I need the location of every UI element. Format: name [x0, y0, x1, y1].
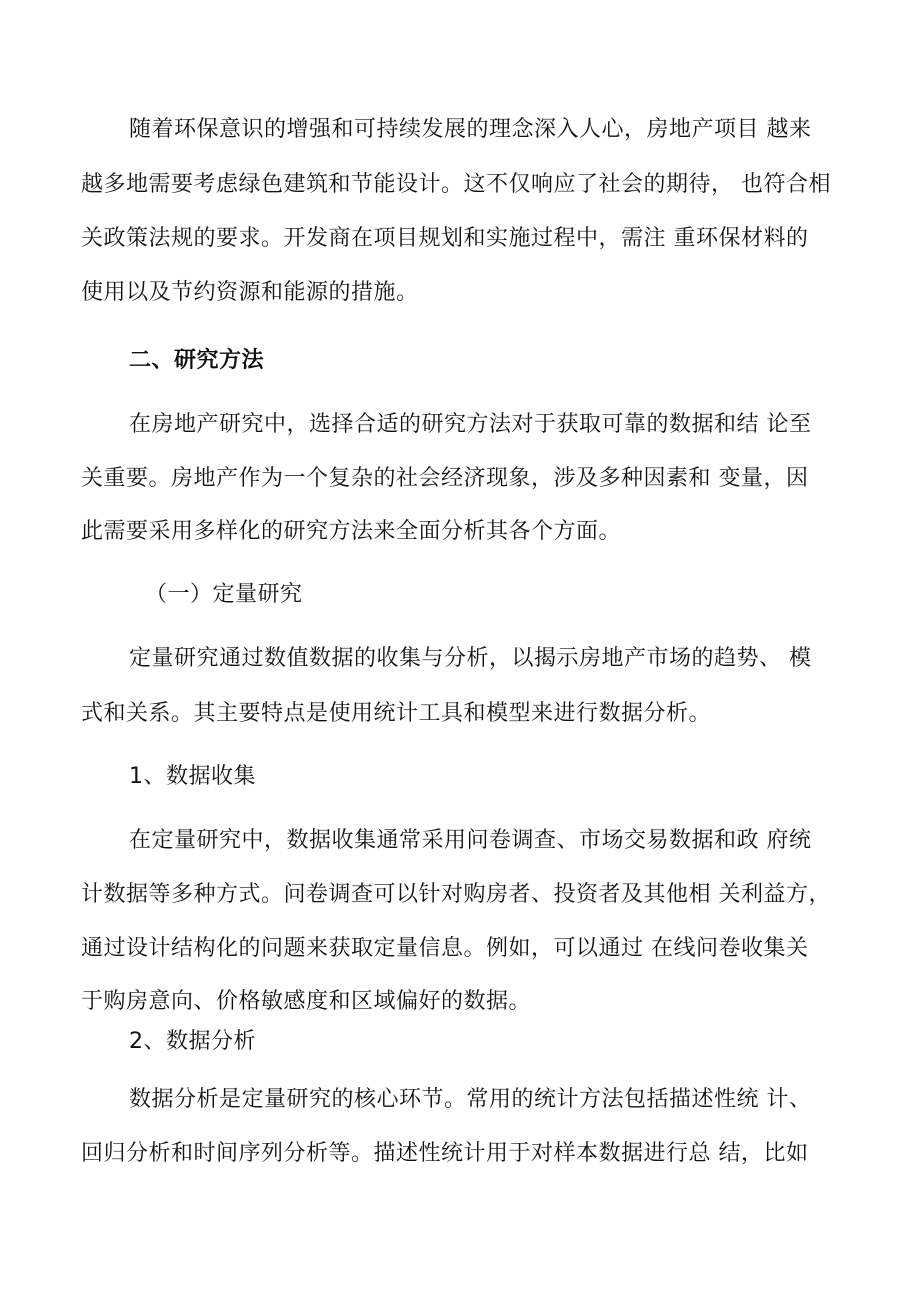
- subheading-quantitative-research: （一）定量研究: [145, 582, 303, 607]
- paragraph-4-line-1: 在定量研究中，数据收集通常采用问卷调查、市场交易数据和政 府统: [129, 828, 812, 853]
- paragraph-2-line-3: 此需要采用多样化的研究方法来全面分析其各个方面。: [81, 519, 622, 544]
- paragraph-1-line-3: 关政策法规的要求。开发商在项目规划和实施过程中，需注 重环保材料的: [81, 226, 809, 251]
- paragraph-2-line-2: 关重要。房地产作为一个复杂的社会经济现象，涉及多种因素和 变量，因: [81, 466, 809, 491]
- item-heading-data-analysis: 2、数据分析: [129, 1029, 256, 1054]
- paragraph-4-line-3: 通过设计结构化的问题来获取定量信息。例如，可以通过 在线问卷收集关: [81, 936, 809, 961]
- paragraph-3-line-2: 式和关系。其主要特点是使用统计工具和模型来进行数据分析。: [81, 701, 712, 726]
- paragraph-1-line-4: 使用以及节约资源和能源的措施。: [81, 280, 419, 305]
- paragraph-4-line-4: 于购房意向、价格敏感度和区域偏好的数据。: [81, 989, 532, 1014]
- paragraph-3-line-1: 定量研究通过数值数据的收集与分析，以揭示房地产市场的趋势、 模: [129, 646, 812, 671]
- paragraph-1-line-1: 随着环保意识的增强和可持续发展的理念深入人心，房地产项目 越来: [129, 117, 812, 142]
- paragraph-5-line-2: 回归分析和时间序列分析等。描述性统计用于对样本数据进行总 结，比如: [81, 1141, 809, 1166]
- paragraph-2-line-1: 在房地产研究中，选择合适的研究方法对于获取可靠的数据和结 论至: [129, 412, 812, 437]
- paragraph-4-line-2: 计数据等多种方式。问卷调查可以针对购房者、投资者及其他相 关利益方，: [81, 882, 831, 907]
- paragraph-5-line-1: 数据分析是定量研究的核心环节。常用的统计方法包括描述性统 计、: [129, 1087, 812, 1112]
- paragraph-1-line-2: 越多地需要考虑绿色建筑和节能设计。这不仅响应了社会的期待， 也符合相: [81, 172, 831, 197]
- section-heading-research-methods: 二、研究方法: [129, 348, 265, 373]
- item-heading-data-collection: 1、数据收集: [129, 764, 256, 789]
